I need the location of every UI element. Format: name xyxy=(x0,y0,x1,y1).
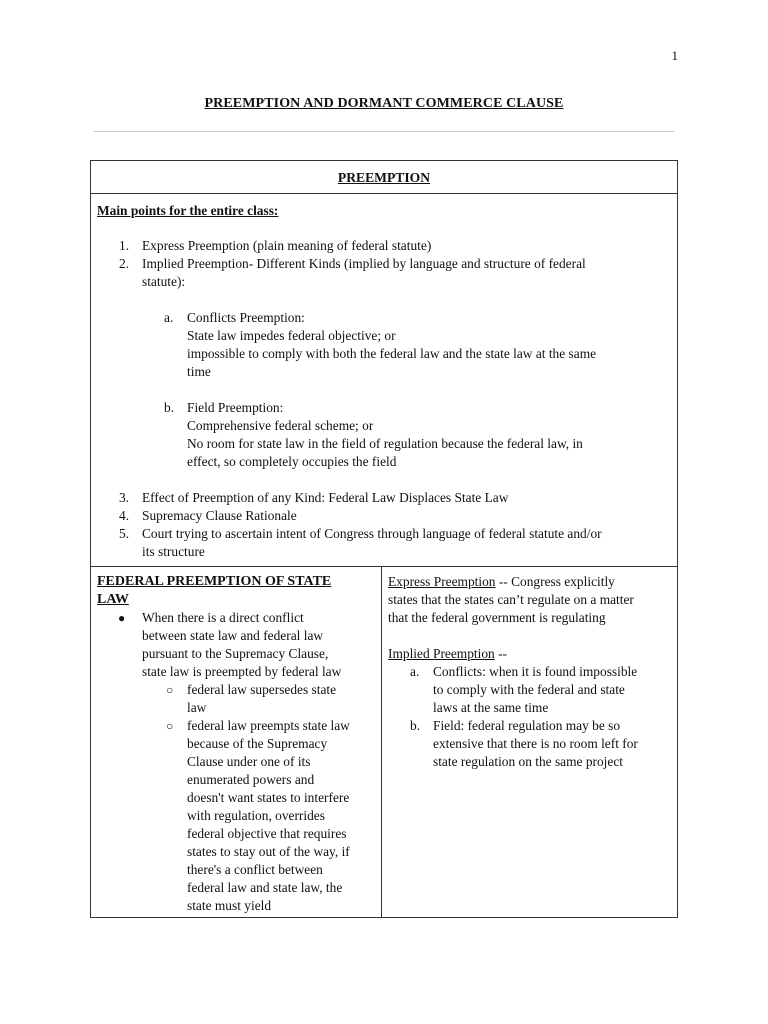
sub-item-text: because of the Supremacy xyxy=(187,736,328,751)
sub-item-text: federal law supersedes state xyxy=(187,682,337,697)
sub-list-item xyxy=(142,681,373,717)
list-item-text: Supremacy Clause Rationale xyxy=(142,508,297,523)
sub-list-marker: a. xyxy=(164,310,174,325)
express-preemption-text: -- Congress explicitly xyxy=(495,574,615,589)
list-item-text: pursuant to the Supremacy Clause, xyxy=(142,646,329,661)
sub-list-item xyxy=(388,663,671,717)
section-heading: PREEMPTION xyxy=(91,161,677,194)
list-item-text: its structure xyxy=(142,544,205,559)
main-points-list xyxy=(91,237,677,561)
list-marker: 3. xyxy=(119,490,130,505)
sub-item-text: Field Preemption: xyxy=(187,400,284,415)
sub-item-text: federal law preempts state law xyxy=(187,718,350,733)
sub-list-marker: b. xyxy=(410,718,421,733)
sub-item-text: with regulation, overrides xyxy=(187,808,325,823)
implied-preemption-line xyxy=(388,645,671,663)
spacer xyxy=(388,627,671,645)
express-preemption-line xyxy=(388,573,671,591)
sub-item-text: federal objective that requires xyxy=(187,826,347,841)
list-item-text: statute): xyxy=(142,274,186,289)
preemption-section xyxy=(91,161,677,567)
list-item xyxy=(91,525,677,561)
sub-item-text: laws at the same time xyxy=(433,700,549,715)
horizontal-rule xyxy=(94,131,674,132)
comparison-row xyxy=(91,566,677,917)
sub-list-item xyxy=(388,717,671,771)
federal-preemption-list xyxy=(91,609,381,915)
implied-kinds-list xyxy=(142,309,665,471)
sub-list-item xyxy=(142,309,665,381)
sub-list-item xyxy=(142,399,665,471)
list-marker: 2. xyxy=(119,256,130,271)
definitions-cell xyxy=(382,566,677,917)
sub-item-text: impossible to comply with both the federal law and the state law at the same xyxy=(187,346,597,361)
list-item-text: Express Preemption (plain meaning of federal statute) xyxy=(142,238,432,253)
circle-bullet-icon: ○ xyxy=(166,683,174,697)
sub-item-text: No room for state law in the field of regulation because the federal law, in xyxy=(187,436,583,451)
federal-preemption-cell xyxy=(91,566,382,917)
list-item-text: Implied Preemption- Different Kinds (implied by language and structure of federal xyxy=(142,256,586,271)
list-item xyxy=(91,609,381,915)
sub-item-text: Comprehensive federal scheme; or xyxy=(187,418,374,433)
bullet-icon: ● xyxy=(118,611,126,625)
list-item-text: When there is a direct conflict xyxy=(142,610,304,625)
heading-line: FEDERAL PREEMPTION OF STATE xyxy=(97,574,332,589)
list-marker: 4. xyxy=(119,508,130,523)
sub-item-text: Conflicts Preemption: xyxy=(187,310,305,325)
list-item-text: Effect of Preemption of any Kind: Federal Law Displaces State Law xyxy=(142,490,509,505)
sub-item-text: there's a conflict between xyxy=(187,862,323,877)
sub-item-text: state regulation on the same project xyxy=(433,754,624,769)
definitions-block xyxy=(388,573,671,771)
page-number: 1 xyxy=(671,48,678,63)
outline-table xyxy=(90,160,678,918)
implied-preemption-label: Implied Preemption xyxy=(388,646,495,661)
list-marker: 5. xyxy=(119,526,130,541)
list-marker: 1. xyxy=(119,238,130,253)
sub-item-text: federal law and state law, the xyxy=(187,880,343,895)
sub-item-text: State law impedes federal objective; or xyxy=(187,328,396,343)
sub-item-text: extensive that there is no room left for xyxy=(433,736,638,751)
sub-item-text: time xyxy=(187,364,211,379)
sub-bullet-list xyxy=(142,681,373,915)
document-title: PREEMPTION AND DORMANT COMMERCE CLAUSE xyxy=(204,96,564,111)
sub-list-marker: a. xyxy=(410,664,420,679)
express-preemption-label: Express Preemption xyxy=(388,574,496,589)
sub-item-text: law xyxy=(187,700,207,715)
list-item xyxy=(91,507,677,525)
sub-item-text: Clause under one of its xyxy=(187,754,311,769)
heading-line: LAW xyxy=(97,592,129,607)
sub-item-text: Field: federal regulation may be so xyxy=(433,718,621,733)
implied-preemption-suffix: -- xyxy=(494,646,508,661)
list-item-text: state law is preempted by federal law xyxy=(142,664,342,679)
sub-list-item xyxy=(142,717,373,915)
implied-preemption-list xyxy=(388,663,671,771)
list-item-text: Court trying to ascertain intent of Congress through language of federal statute and/or xyxy=(142,526,602,541)
main-points-label: Main points for the entire class: xyxy=(97,203,279,218)
sub-item-text: state must yield xyxy=(187,898,272,913)
sub-item-text: to comply with the federal and state xyxy=(433,682,625,697)
sub-list-marker: b. xyxy=(164,400,175,415)
list-item xyxy=(91,489,677,507)
list-item xyxy=(91,255,677,471)
express-preemption-text: that the federal government is regulating xyxy=(388,610,606,625)
federal-preemption-heading xyxy=(97,573,367,609)
sub-item-text: Conflicts: when it is found impossible xyxy=(433,664,638,679)
sub-item-text: doesn't want states to interfere xyxy=(187,790,350,805)
sub-item-text: enumerated powers and xyxy=(187,772,315,787)
sub-item-text: states to stay out of the way, if xyxy=(187,844,350,859)
express-preemption-text: states that the states can’t regulate on a matter xyxy=(388,592,634,607)
list-item-text: between state law and federal law xyxy=(142,628,324,643)
circle-bullet-icon: ○ xyxy=(166,719,174,733)
list-item xyxy=(91,237,677,255)
sub-item-text: effect, so completely occupies the field xyxy=(187,454,397,469)
